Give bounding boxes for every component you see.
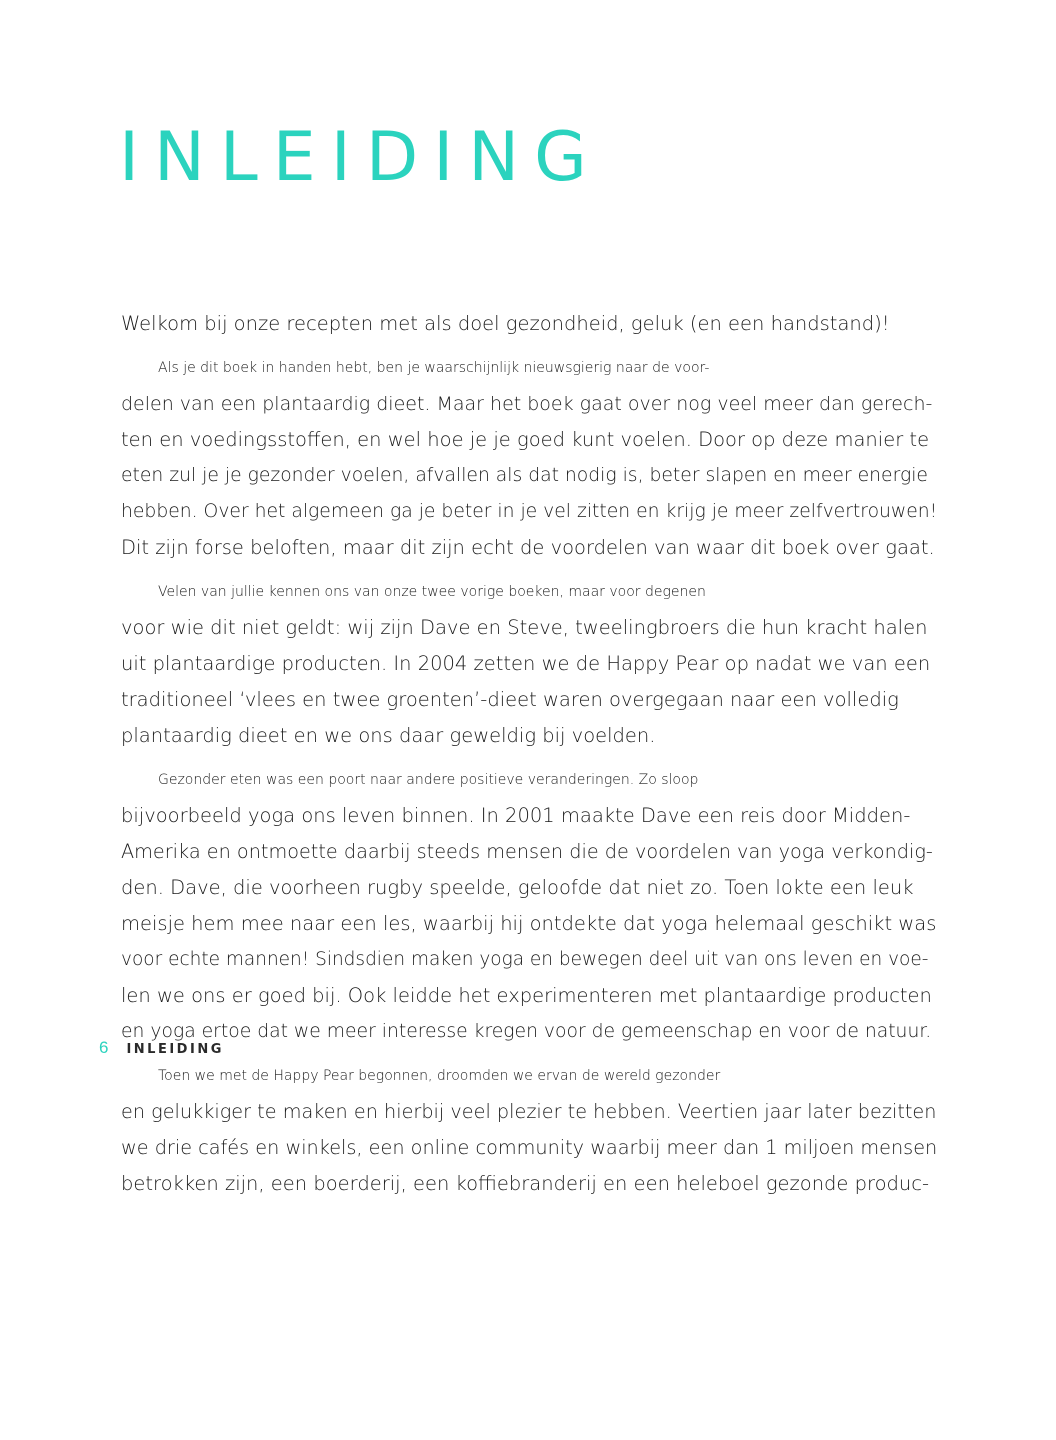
text-line: voor echte mannen! Sindsdien maken yoga en bewegen deel uit van ons leven en voe- — [121, 949, 929, 970]
text-line: betrokken zijn, een boerderij, een koffiebranderij en een heleboel gezonde produc- — [121, 1172, 930, 1195]
paragraph-2 — [121, 350, 936, 566]
text-line: Amerika en ontmoette daarbij steeds mensen die de voordelen van yoga verkondig- — [121, 840, 933, 863]
text-line: den. Dave, die voorheen rugby speelde, geloofde dat niet zo. Toen lokte een leuk — [121, 876, 914, 899]
text-line: Gezonder eten was een poort naar andere positieve veranderingen. Zo sloop — [158, 772, 699, 788]
text-line: uit plantaardige producten. In 2004 zetten we de Happy Pear op nadat we van een — [121, 652, 931, 675]
page-number: 6 — [99, 1038, 109, 1057]
text-line: len we ons er goed bij. Ook leidde het experimenteren met plantaardige producten — [121, 984, 932, 1007]
paragraph-3 — [121, 574, 936, 754]
text-line: ten en voedingsstoffen, en wel hoe je je goed kunt voelen. Door op deze manier te — [121, 428, 930, 451]
text-line: en gelukkiger te maken en hierbij veel plezier te hebben. Veertien jaar later bezitten — [121, 1100, 937, 1123]
text-line: bijvoorbeeld yoga ons leven binnen. In 2001 maakte Dave een reis door Midden- — [121, 804, 911, 827]
body-text — [121, 306, 936, 1210]
text-line: en yoga ertoe dat we meer interesse kregen voor de gemeenschap en voor de natuur. — [121, 1021, 932, 1042]
text-line: Welkom bij onze recepten met als doel gezondheid, geluk (en een handstand)! — [121, 312, 890, 335]
text-line: delen van een plantaardig dieet. Maar het boek gaat over nog veel meer dan gerech- — [121, 393, 933, 415]
paragraph-5 — [121, 1058, 936, 1202]
text-line: traditioneel ‘vlees en twee groenten’-dieet waren overgegaan naar een volledig — [121, 688, 899, 711]
paragraph-4 — [121, 762, 936, 1050]
text-line: Velen van jullie kennen ons van onze twee vorige boeken, maar voor degenen — [158, 584, 706, 600]
running-head: INLEIDING — [126, 1042, 224, 1057]
text-line: Toen we met de Happy Pear begonnen, droomden we ervan de wereld gezonder — [158, 1068, 721, 1084]
text-line: voor wie dit niet geldt: wij zijn Dave en Steve, tweelingbroers die hun kracht halen — [121, 616, 928, 639]
text-line: plantaardig dieet en we ons daar geweldig bij voelden. — [121, 724, 656, 747]
text-line: hebben. Over het algemeen ga je beter in je vel zitten en krijg je meer zelfvertrouwen! — [121, 501, 938, 522]
text-line: meisje hem mee naar een les, waarbij hij ontdekte dat yoga helemaal geschikt was — [121, 912, 937, 935]
page-title: INLEIDING — [119, 118, 602, 197]
text-line: we drie cafés en winkels, een online community waarbij meer dan 1 miljoen mensen — [121, 1136, 938, 1159]
page-footer — [99, 1038, 224, 1058]
text-line: Als je dit boek in handen hebt, ben je waarschijnlijk nieuwsgierig naar de voor- — [158, 360, 710, 376]
text-line: Dit zijn forse beloften, maar dit zijn echt de voordelen van waar dit boek over gaat. — [121, 536, 935, 559]
paragraph-1 — [121, 306, 936, 342]
text-line: eten zul je je gezonder voelen, afvallen als dat nodig is, beter slapen en meer energie — [121, 465, 928, 486]
